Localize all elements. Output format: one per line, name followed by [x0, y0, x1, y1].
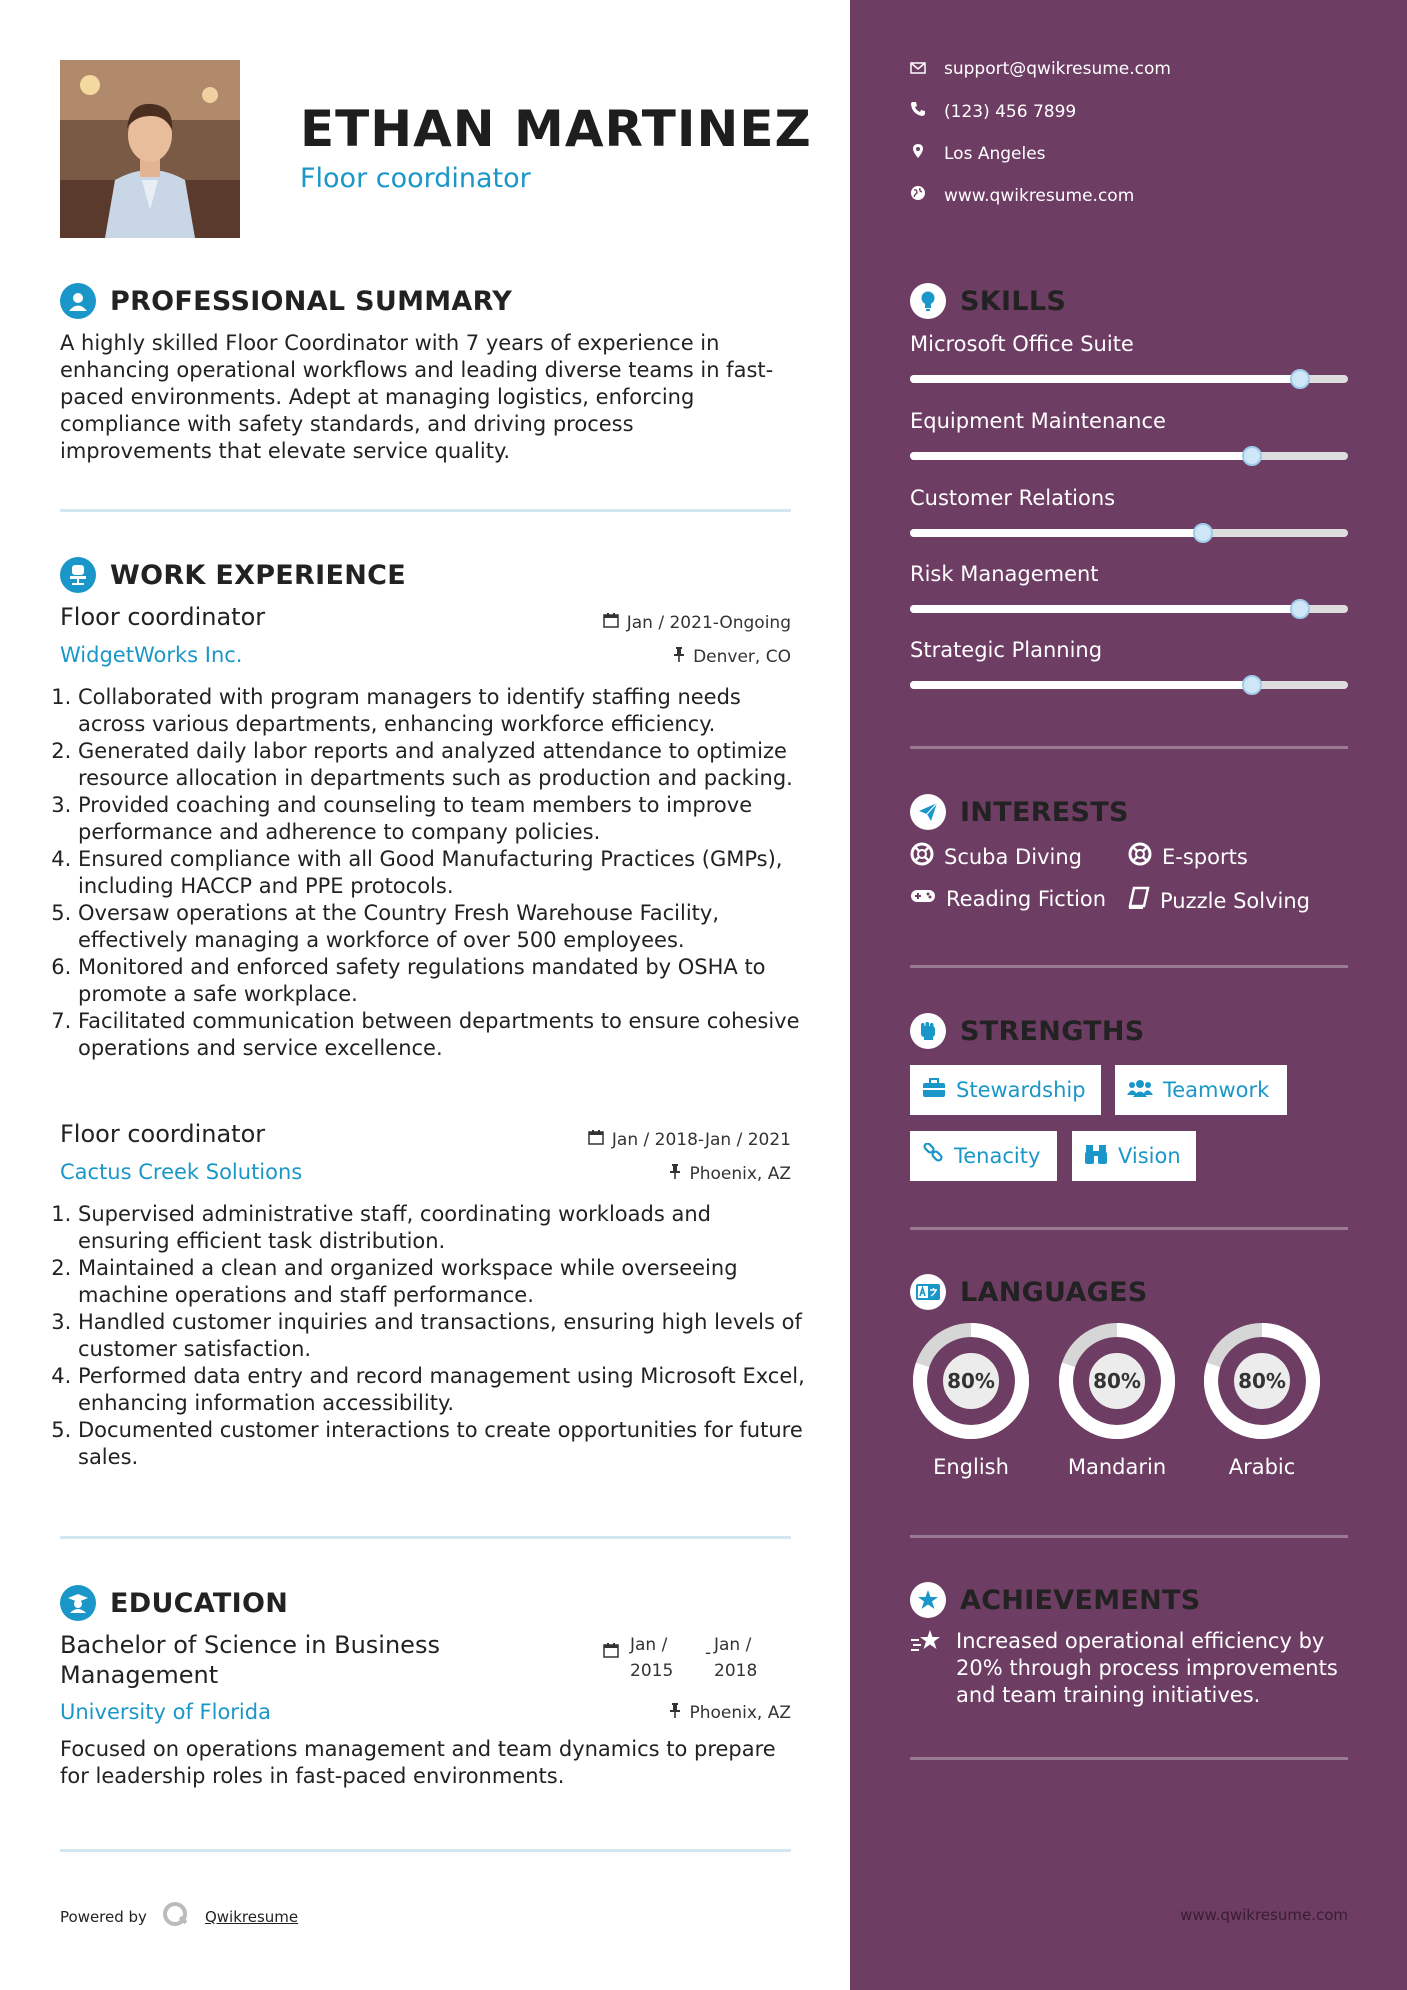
- divider: [60, 1536, 791, 1539]
- divider: [910, 746, 1348, 749]
- languages-header: [910, 1274, 1148, 1310]
- qwikresume-logo-icon: [161, 1900, 191, 1934]
- education-header: [60, 1585, 288, 1621]
- footer-website[interactable]: www.qwikresume.com: [1180, 1906, 1348, 1924]
- experience-header: [60, 557, 406, 593]
- strength-chip: [910, 1131, 1057, 1181]
- profile-photo: [60, 60, 240, 238]
- skill-bar-knob: [1193, 523, 1213, 543]
- skill-bar-fill: [910, 605, 1300, 613]
- map-marker-icon: [910, 143, 926, 164]
- contact-email[interactable]: [910, 59, 1171, 79]
- skill-bar: [910, 529, 1348, 537]
- education-start: Jan / 2015: [630, 1635, 674, 1681]
- strength-chip: [910, 1065, 1101, 1115]
- lightbulb-icon: [910, 283, 946, 319]
- job-location: [673, 646, 791, 667]
- divider: [60, 509, 791, 512]
- link-icon: [922, 1143, 944, 1170]
- skill-bar-fill: [910, 529, 1203, 537]
- powered-by-label: Powered by: [60, 1908, 147, 1926]
- duty-item: 7. Facilitated communication between departments to ensure cohesive operations and service excellence.: [78, 1008, 813, 1062]
- skill-name: Equipment Maintenance: [910, 409, 1166, 433]
- skill-bar-knob: [1290, 369, 1310, 389]
- skill-name: Risk Management: [910, 562, 1099, 586]
- contact-email-text: support@qwikresume.com: [944, 59, 1171, 79]
- summary-header: [60, 283, 512, 319]
- strength-label: Vision: [1118, 1144, 1181, 1168]
- interest-item: [910, 842, 1082, 871]
- job-company: Cactus Creek Solutions: [60, 1160, 303, 1184]
- divider: [910, 965, 1348, 968]
- duty-item: 5. Documented customer interactions to create opportunities for future sales.: [78, 1417, 808, 1471]
- language-ring: [1056, 1320, 1178, 1442]
- language-ring: [910, 1320, 1032, 1442]
- education-end: Jan / 2018: [714, 1635, 758, 1681]
- summary-title: PROFESSIONAL SUMMARY: [110, 285, 513, 317]
- skill-bar-fill: [910, 452, 1252, 460]
- contact-phone[interactable]: [910, 101, 1076, 122]
- job-duties: [60, 1201, 808, 1471]
- interest-item: [1128, 842, 1248, 871]
- experience-title: WORK EXPERIENCE: [110, 559, 406, 591]
- duty-item: 6. Monitored and enforced safety regulations mandated by OSHA to promote a safe workplace.: [78, 954, 813, 1008]
- interest-item: [910, 886, 1106, 911]
- education-description: Focused on operations management and team dynamics to prepare for leadership roles in fast-paced environments.: [60, 1737, 776, 1788]
- divider: [60, 1849, 791, 1852]
- skill-bar-knob: [1242, 675, 1262, 695]
- binoculars-icon: [1084, 1143, 1108, 1170]
- language-percent: 80%: [947, 1369, 995, 1393]
- education-location-text: Phoenix, AZ: [689, 1702, 791, 1723]
- job-dates: [603, 612, 791, 633]
- user-icon: [60, 283, 96, 319]
- phone-icon: [910, 101, 926, 122]
- job-location: [669, 1163, 791, 1184]
- strength-chip: [1072, 1131, 1196, 1181]
- strength-label: Tenacity: [954, 1144, 1041, 1168]
- calendar-icon: [588, 1129, 604, 1150]
- qwikresume-link[interactable]: Qwikresume: [204, 1908, 299, 1926]
- duty-item: 2. Maintained a clean and organized workspace while overseeing machine operations and staff performance.: [78, 1255, 808, 1309]
- graduate-icon: [60, 1585, 96, 1621]
- skill-name: Strategic Planning: [910, 638, 1103, 662]
- duty-item: 5. Oversaw operations at the Country Fresh Warehouse Facility, effectively managing a workforce of over 500 employees.: [78, 900, 813, 954]
- calendar-icon: [603, 612, 619, 633]
- skill-bar: [910, 452, 1348, 460]
- skill-bar-fill: [910, 681, 1252, 689]
- duty-item: 3. Handled customer inquiries and transactions, ensuring high levels of customer satisfaction.: [78, 1309, 808, 1363]
- pin-icon: [669, 1702, 681, 1723]
- paper-plane-icon: [910, 794, 946, 830]
- star-badge-icon: [910, 1582, 946, 1618]
- language-name: Mandarin: [1067, 1455, 1167, 1479]
- users-icon: [1127, 1078, 1153, 1103]
- job-location-text: Denver, CO: [693, 646, 791, 667]
- date-separator: -: [705, 1643, 712, 1663]
- language-name: English: [933, 1455, 1009, 1479]
- achievements-title: ACHIEVEMENTS: [960, 1584, 1201, 1616]
- languages-title: LANGUAGES: [960, 1276, 1148, 1308]
- job-title: Floor coordinator: [60, 1120, 266, 1148]
- globe-icon: [910, 185, 926, 206]
- gamepad-icon: [910, 886, 936, 911]
- job-duties: [60, 684, 813, 1062]
- job-company: WidgetWorks Inc.: [60, 643, 243, 667]
- skill-bar-knob: [1242, 446, 1262, 466]
- lifebuoy-icon: [910, 842, 934, 871]
- briefcase-icon: [922, 1078, 946, 1103]
- interest-label: Scuba Diving: [944, 844, 1082, 869]
- language-name: Arabic: [1228, 1455, 1296, 1479]
- skills-title: SKILLS: [960, 285, 1067, 317]
- interest-label: E-sports: [1162, 844, 1248, 869]
- contact-location: [910, 143, 1046, 164]
- lifebuoy-icon: [1128, 842, 1152, 871]
- contact-location-text: Los Angeles: [944, 143, 1046, 164]
- chair-icon: [60, 557, 96, 593]
- interests-header: [910, 794, 1129, 830]
- duty-item: 4. Performed data entry and record management using Microsoft Excel, enhancing information accessibility.: [78, 1363, 808, 1417]
- duty-item: 1. Supervised administrative staff, coordinating workloads and ensuring efficient task distribution.: [78, 1201, 808, 1255]
- interests-title: INTERESTS: [960, 796, 1129, 828]
- pin-icon: [673, 646, 685, 667]
- strengths-title: STRENGTHS: [960, 1015, 1145, 1047]
- footer-powered: [60, 1900, 298, 1934]
- achievements-header: [910, 1582, 1201, 1618]
- envelope-icon: [910, 59, 926, 79]
- strength-label: Stewardship: [956, 1078, 1086, 1102]
- achievement-text: Increased operational efficiency by 20% through process improvements and team training initiatives.: [956, 1629, 1338, 1707]
- candidate-role: Floor coordinator: [300, 163, 531, 194]
- strength-chip: [1115, 1065, 1287, 1115]
- book-icon: [1128, 886, 1150, 915]
- skills-header: [910, 283, 1066, 319]
- job-dates-text: Jan / 2018-Jan / 2021: [611, 1129, 791, 1150]
- job-dates: [588, 1129, 791, 1150]
- school: University of Florida: [60, 1700, 271, 1724]
- summary-text: A highly skilled Floor Coordinator with 7 years of experience in enhancing operational workflows and leading diverse teams in fast-paced environments. Adept at managing logistics, enforcing compliance with safety standards, and driving process improvements that elevate service quality.: [60, 331, 774, 463]
- fist-icon: [910, 1013, 946, 1049]
- skill-bar: [910, 605, 1348, 613]
- strength-label: Teamwork: [1163, 1078, 1270, 1102]
- language-icon: [910, 1274, 946, 1310]
- skill-bar: [910, 375, 1348, 383]
- strengths-header: [910, 1013, 1145, 1049]
- skill-bar: [910, 681, 1348, 689]
- education-location: [669, 1702, 791, 1723]
- language-ring: [1201, 1320, 1323, 1442]
- skill-name: Customer Relations: [910, 486, 1116, 510]
- duty-item: 4. Ensured compliance with all Good Manufacturing Practices (GMPs), including HACCP and PPE protocols.: [78, 846, 813, 900]
- contact-website[interactable]: [910, 185, 1134, 206]
- interest-item: [1128, 886, 1310, 915]
- duty-item: 3. Provided coaching and counseling to team members to improve performance and adherence to company policies.: [78, 792, 813, 846]
- language-percent: 80%: [1238, 1369, 1286, 1393]
- job-location-text: Phoenix, AZ: [689, 1163, 791, 1184]
- contact-phone-text: (123) 456 7899: [944, 101, 1077, 122]
- language-percent: 80%: [1093, 1369, 1141, 1393]
- shooting-star-icon: [910, 1628, 942, 1660]
- skill-name: Microsoft Office Suite: [910, 332, 1134, 356]
- interest-label: Puzzle Solving: [1160, 888, 1310, 913]
- education-title: EDUCATION: [110, 1587, 289, 1619]
- divider: [910, 1757, 1348, 1760]
- candidate-name: ETHAN MARTINEZ: [300, 100, 812, 158]
- job-dates-text: Jan / 2021-Ongoing: [626, 612, 791, 633]
- divider: [910, 1535, 1348, 1538]
- degree: Bachelor of Science in Business Management: [60, 1631, 440, 1689]
- contact-website-text: www.qwikresume.com: [944, 185, 1135, 206]
- duty-item: 2. Generated daily labor reports and analyzed attendance to optimize resource allocation in departments such as production and packing.: [78, 738, 813, 792]
- job-title: Floor coordinator: [60, 603, 266, 631]
- duty-item: 1. Collaborated with program managers to identify staffing needs across various departments, enhancing workforce efficiency.: [78, 684, 813, 738]
- divider: [910, 1227, 1348, 1230]
- interest-label: Reading Fiction: [946, 886, 1107, 911]
- skill-bar-fill: [910, 375, 1300, 383]
- skill-bar-knob: [1290, 599, 1310, 619]
- calendar-icon: [603, 1642, 619, 1662]
- pin-icon: [669, 1163, 681, 1184]
